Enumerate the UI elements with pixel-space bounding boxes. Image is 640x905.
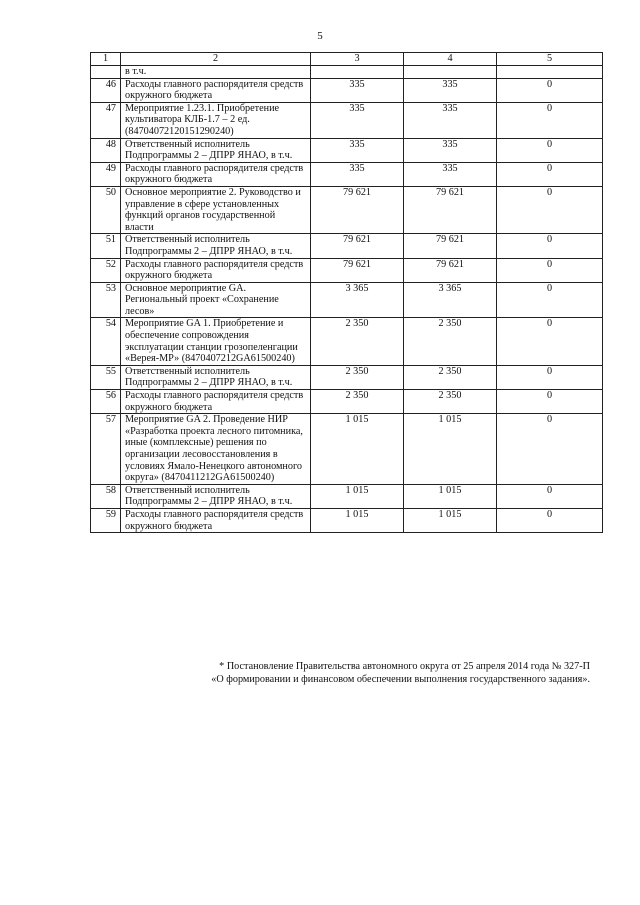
table-row (91, 258, 603, 282)
row-value-col3-cell: 3 365 (311, 282, 404, 318)
row-value-col4-cell: 3 365 (404, 282, 497, 318)
row-value-col5-cell: 0 (497, 258, 603, 282)
row-value-col4-cell: 335 (404, 162, 497, 186)
row-value-col4-cell: 1 015 (404, 414, 497, 485)
row-number-cell: 52 (91, 258, 121, 282)
row-number-cell: 53 (91, 282, 121, 318)
row-description-cell: Ответственный исполнитель Подпрограммы 2 – ДПРР ЯНАО, в т.ч. (121, 365, 311, 389)
row-value-col5-cell: 0 (497, 186, 603, 233)
row-number-cell: 55 (91, 365, 121, 389)
row-number-cell (91, 66, 121, 79)
row-value-col3-cell: 335 (311, 102, 404, 138)
footnote-line-1: * Постановление Правительства автономного округа от 25 апреля 2014 года № 327-П (219, 661, 590, 672)
row-value-col4-cell: 2 350 (404, 390, 497, 414)
row-value-col5-cell: 0 (497, 318, 603, 365)
table-row (91, 414, 603, 485)
row-value-col4-cell (404, 66, 497, 79)
row-value-col4-cell: 335 (404, 138, 497, 162)
table-row (91, 162, 603, 186)
column-header-1: 1 (91, 53, 121, 66)
row-value-col3-cell (311, 66, 404, 79)
row-value-col3-cell: 335 (311, 162, 404, 186)
row-value-col5-cell: 0 (497, 102, 603, 138)
row-number-cell: 59 (91, 508, 121, 532)
row-value-col5-cell: 0 (497, 78, 603, 102)
row-value-col4-cell: 79 621 (404, 258, 497, 282)
row-value-col4-cell: 79 621 (404, 186, 497, 233)
table-row (91, 282, 603, 318)
table-row (91, 365, 603, 389)
row-value-col4-cell: 335 (404, 102, 497, 138)
table-row (91, 186, 603, 233)
table-row (91, 102, 603, 138)
row-value-col5-cell: 0 (497, 484, 603, 508)
row-value-col5-cell (497, 66, 603, 79)
row-number-cell: 46 (91, 78, 121, 102)
column-header-4: 4 (404, 53, 497, 66)
row-value-col4-cell: 1 015 (404, 508, 497, 532)
table-row (91, 138, 603, 162)
row-value-col5-cell: 0 (497, 414, 603, 485)
row-value-col4-cell: 79 621 (404, 234, 497, 258)
row-description-cell: в т.ч. (121, 66, 311, 79)
table-row (91, 234, 603, 258)
footnote (110, 660, 590, 686)
row-number-cell: 47 (91, 102, 121, 138)
table-row (91, 318, 603, 365)
column-header-2: 2 (121, 53, 311, 66)
column-header-3: 3 (311, 53, 404, 66)
table-row (91, 66, 603, 79)
budget-table (90, 52, 603, 533)
row-value-col4-cell: 335 (404, 78, 497, 102)
row-description-cell: Расходы главного распорядителя средств окружного бюджета (121, 162, 311, 186)
row-description-cell: Основное мероприятие GA. Региональный проект «Сохранение лесов» (121, 282, 311, 318)
row-number-cell: 51 (91, 234, 121, 258)
row-value-col5-cell: 0 (497, 138, 603, 162)
table-row (91, 484, 603, 508)
row-value-col3-cell: 79 621 (311, 234, 404, 258)
column-header-5: 5 (497, 53, 603, 66)
row-description-cell: Расходы главного распорядителя средств окружного бюджета (121, 508, 311, 532)
row-number-cell: 49 (91, 162, 121, 186)
table-row (91, 508, 603, 532)
row-value-col3-cell: 2 350 (311, 318, 404, 365)
row-number-cell: 56 (91, 390, 121, 414)
row-description-cell: Расходы главного распорядителя средств окружного бюджета (121, 258, 311, 282)
row-value-col5-cell: 0 (497, 234, 603, 258)
table-row (91, 78, 603, 102)
row-number-cell: 50 (91, 186, 121, 233)
row-number-cell: 54 (91, 318, 121, 365)
table-row (91, 390, 603, 414)
row-description-cell: Расходы главного распорядителя средств окружного бюджета (121, 78, 311, 102)
row-value-col5-cell: 0 (497, 162, 603, 186)
row-value-col3-cell: 79 621 (311, 186, 404, 233)
row-value-col3-cell: 79 621 (311, 258, 404, 282)
row-value-col3-cell: 2 350 (311, 390, 404, 414)
table-body (91, 66, 603, 533)
row-value-col3-cell: 335 (311, 138, 404, 162)
row-description-cell: Расходы главного распорядителя средств окружного бюджета (121, 390, 311, 414)
row-value-col5-cell: 0 (497, 508, 603, 532)
row-description-cell: Ответственный исполнитель Подпрограммы 2 – ДПРР ЯНАО, в т.ч. (121, 484, 311, 508)
row-number-cell: 48 (91, 138, 121, 162)
header-row (91, 53, 603, 66)
row-description-cell: Основное мероприятие 2. Руководство и управление в сфере установленных функций органов государственной власти (121, 186, 311, 233)
row-value-col4-cell: 2 350 (404, 318, 497, 365)
row-description-cell: Мероприятие 1.23.1. Приобретение культиватора КЛБ-1.7 – 2 ед. (84704072120151290240) (121, 102, 311, 138)
footnote-line-2: «О формировании и финансовом обеспечении выполнения государственного задания». (211, 674, 590, 685)
row-description-cell: Мероприятие GA 1. Приобретение и обеспечение сопровождения эксплуатации станции грозопеленгации «Верея-МР» (8470407212GA61500240) (121, 318, 311, 365)
row-description-cell: Ответственный исполнитель Подпрограммы 2 – ДПРР ЯНАО, в т.ч. (121, 138, 311, 162)
row-value-col4-cell: 2 350 (404, 365, 497, 389)
row-value-col3-cell: 2 350 (311, 365, 404, 389)
row-value-col3-cell: 1 015 (311, 414, 404, 485)
row-number-cell: 58 (91, 484, 121, 508)
row-value-col3-cell: 1 015 (311, 484, 404, 508)
row-value-col5-cell: 0 (497, 282, 603, 318)
row-value-col4-cell: 1 015 (404, 484, 497, 508)
row-value-col3-cell: 1 015 (311, 508, 404, 532)
page-number: 5 (317, 30, 323, 42)
row-description-cell: Ответственный исполнитель Подпрограммы 2 – ДПРР ЯНАО, в т.ч. (121, 234, 311, 258)
row-value-col5-cell: 0 (497, 365, 603, 389)
row-description-cell: Мероприятие GA 2. Проведение НИР «Разработка проекта лесного питомника, иные (комплексные) решения по организации лесовосстановления в условиях Ямало-Ненецкого автономного округа» (8470411212GA61500240) (121, 414, 311, 485)
row-value-col3-cell: 335 (311, 78, 404, 102)
row-value-col5-cell: 0 (497, 390, 603, 414)
row-number-cell: 57 (91, 414, 121, 485)
